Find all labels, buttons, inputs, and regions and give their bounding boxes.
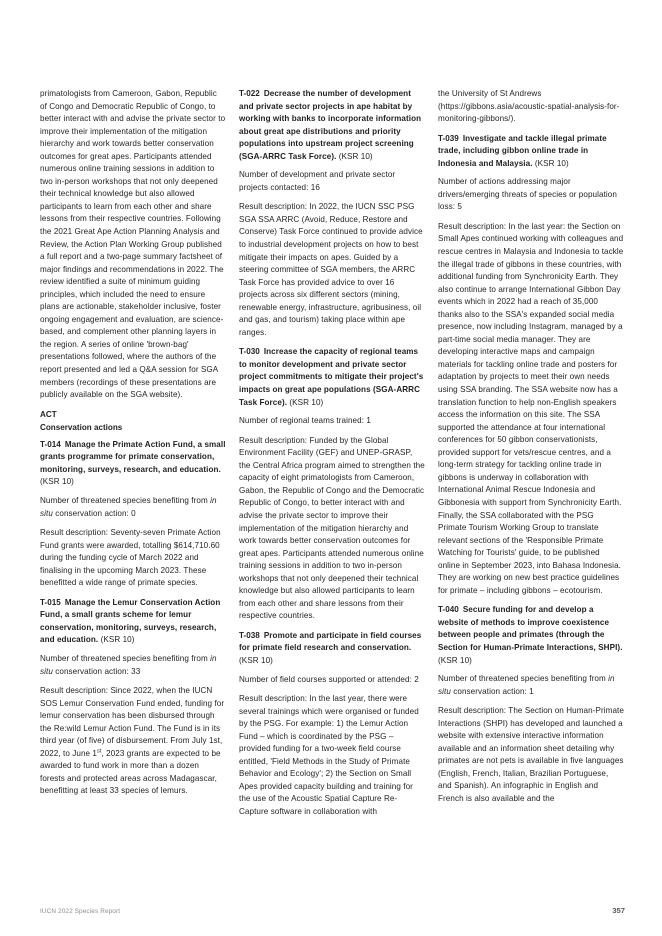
column-1 [40,88,226,868]
result-description-t-015: Result description: Since 2022, when the IUCN SOS Lemur Conservation Fund ended, funding for lemur conservation has been disbursed through the Re:wild Lemur Action Fund. The Fund is in its third year (of five) of disbursement. From July 1st, 2022, to June 1st, 2023 grants are expected to be awarded to fund work in more than a dozen forests and protected areas across Madagascar, benefitting at least 33 species of lemurs. [40,686,225,796]
column-2 [239,88,425,868]
result-description-t-038: Result description: In the last year, there were several trainings which were organised or funded by the PSG. For example: 1) the Lemur Action Fund – which is coordinated by the PSG – provided funding for a two-week field course entitled, 'Field Methods in the Study of Primate Behavior and Ecology'; 2) the Section on Small Apes provided capacity building and training for the use of the Acoustic Spatial Capture Re-Capture software in collaboration with [239,694,419,816]
column-3 [438,88,624,868]
target-ksr: (KSR 10) [534,158,569,168]
indicator-t-039: Number of actions addressing major drivers/emerging threats of species or population loss: 5 [438,177,617,212]
result-description-t-030: Result description: Funded by the Global Environment Facility (GEF) and UNEP-GRASP, the Central Africa program aimed to strengthen the capacity of eight primatologists from Cameroon, Gabon, the Republic of Congo and the Democratic Republic of Congo, to better interact with and advise the private sector to improve their implementation of the mitigation hierarchy and work towards better conservation outcomes for great apes. Participants attended numerous online training sessions in addition to two in-person workshops that not only deepened their technical knowledge but also allowed participants to learn from each other and share lessons from their respective countries. [239,435,425,621]
target-title: Investigate and tackle illegal primate trade, including gibbon online trade in Indonesia and Malaysia. [438,133,607,168]
target-ksr: (KSR 10) [338,151,373,161]
ordinal-superscript: st [97,748,102,755]
target-ksr: (KSR 10) [239,655,273,665]
target-ksr: (KSR 10) [100,635,135,645]
target-code: T-030 [239,347,260,357]
in-situ-italic: in situ [438,674,615,696]
indicator-t-015: Number of threatened species benefiting from in situ conservation action: 33 [40,653,217,676]
indicator-t-040: Number of threatened species benefiting from in situ conservation action: 1 [438,674,615,696]
target-t-038 [239,630,425,668]
paragraph-primatologists-continued: primatologists from Cameroon, Gabon, Republic of Congo and Democratic Republic of Congo, to better interact with and advise the private sector to improve their implementation of the mitigation hierarchy and work towards better conservation outcomes for great apes. Participants attended numerous online training sessions in addition to two in-person workshops that not only deepened their technical knowledge but also allowed participants to learn from each other and share lessons from their respective countries. Following the 2021 Great Ape Action Planning Analysis and Review, the Action Plan Working Group published a full report and a two-page summary factsheet of major findings and recommendations in 2022. The review identified a suite of minimum guiding principles, which included the need to ensure plans are actionable, stakeholder inclusive, foster ongoing engagement and evaluation, are science-based, and complement other planning layers in the region. A series of online 'brown-bag' presentations followed, where the authors of the report presented and led a Q&A session for SGA members (recordings of these presentations are publicly available on the SGA website). [40,89,226,400]
paragraph-st-andrews-continued: the University of St Andrews (https://gibbons.asia/acoustic-spatial-analysis-for-monitoring-gibbons/). [438,89,620,124]
target-code: T-040 [438,605,459,615]
target-t-015 [40,597,226,647]
target-t-040 [438,604,624,667]
target-ksr: (KSR 10) [438,655,472,665]
result-description-t-040: Result description: The Section on Human-Primate Interactions (SHPI) has developed and launched a website with extensive interactive information available and an information sheet detailing why primates are not pets is available in five languages (English, French, Italian, Brazilian Portuguese, and Spanish). An infographic in English and French is also available and the [438,706,624,803]
target-title: Promote and participate in field courses for primate field research and conservation. [239,630,422,653]
target-title: Secure funding for and develop a website of methods to improve coexistence between people and primates (through the Section for Human-Primate Interactions, SHPI). [438,605,623,652]
indicator-t-014: Number of threatened species benefiting from in situ conservation action: 0 [40,495,217,518]
target-code: T-022 [239,89,260,98]
target-t-039 [438,133,624,171]
text-columns [40,88,625,868]
target-code: T-039 [438,133,459,143]
result-description-t-022: Result description: In 2022, the IUCN SSC PSG SGA SSA ARRC (Avoid, Reduce, Restore and Conserve) Task Force continued to provide advice to industrial development projects on how to best mitigate their impacts on apes. Guided by a steering committee of SGA members, the ARRC Task Force has provided advice to over 16 projects across six different sectors (mining, renewable energy, infrastructure, agribusiness, oil and gas, and tourism) taking place within ape ranges. [239,202,423,337]
target-code: T-014 [40,439,61,449]
target-t-014 [40,439,226,489]
target-title: Increase the capacity of regional teams to monitor development and private sector project commitments to mitigate their project's impacts on great ape populations (SGA-ARRC Task Force). [239,347,424,407]
target-ksr: (KSR 10) [40,477,74,487]
result-description-t-014: Result description: Seventy-seven Primate Action Fund grants were awarded, totalling $614,710.60 during the funding cycle of March 2022 and finalising in the upcoming March 2023. These benefitted a wide range of primate species. [40,528,221,588]
heading-act: ACT [40,409,57,419]
heading-conservation-actions: Conservation actions [40,423,123,433]
indicator-t-038: Number of field courses supported or attended: 2 [239,674,419,684]
in-situ-italic: in situ [40,495,217,518]
page-footer [40,906,625,915]
target-title: Manage the Primate Action Fund, a small grants programme for primate conservation, monitoring, surveys, research, and education. [40,439,226,474]
target-t-030 [239,346,425,409]
target-ksr: (KSR 10) [289,397,324,407]
footer-page-number: 357 [612,906,625,915]
target-code: T-038 [239,630,260,640]
target-code: T-015 [40,597,61,607]
result-description-t-039: Result description: In the last year: the Section on Small Apes continued working with colleagues and rescue centres in Malaysia and Indonesia to tackle the illegal trade of gibbons in these countries, with additional funding from Synchronicity Earth. They also continue to arrange International Gibbon Day events which in 2022 had a reach of 35,000 thanks also to the SSA's expanded social media presence, now including Instagram, managed by a part-time social media manager. They are developing interactive maps and campaign materials for tackling online trade and posters for adaptation by projects to meet their own needs using SSA branding. The SSA website now has a translation function to help non-English speakers access the information on this site. The SSA supported the attendance at four international conferences for 50 gibbon conservationists, provided support for vets/rescue centres, and a long-term strategy for tackling online trade in gibbons is underway in collaboration with International Animal Rescue Indonesia and Gibbonesia with support from Synchronicity Earth. Finally, the SSA collaborated with the PSG Primate Tourism Working Group to translate relevant sections of the 'Responsible Primate Watching for Tourists' guide, to be published online in September 2023, into Bahasa Indonesia. They are working on new best practice guidelines for primate – including gibbons – ecotourism. [438,221,624,595]
footer-report-title: IUCN 2022 Species Report [40,908,121,915]
indicator-t-030: Number of regional teams trained: 1 [239,416,371,426]
target-title: Decrease the number of development and private sector projects in ape habitat by working with banks to incorporate information about great ape distributions and priority populations into upstream project screening (SGA-ARRC Task Force). [239,89,422,161]
indicator-t-022: Number of development and private sector projects contacted: 16 [239,170,396,192]
target-title: Manage the Lemur Conservation Action Fund, a small grants scheme for lemur conservation, monitoring, surveys, research, and education. [40,597,221,645]
target-t-022 [239,88,425,163]
in-situ-italic: in situ [40,653,217,676]
